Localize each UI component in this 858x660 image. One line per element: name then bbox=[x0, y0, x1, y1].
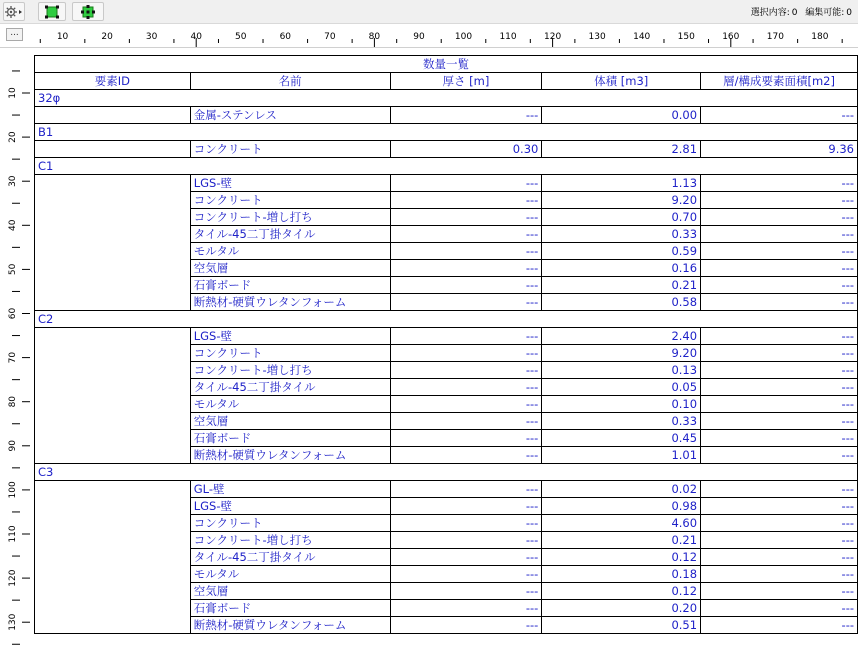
ruler-label: 70 bbox=[8, 351, 18, 364]
group-id[interactable]: 32φ bbox=[35, 90, 858, 107]
area-cell[interactable]: --- bbox=[701, 583, 858, 600]
gear-icon bbox=[4, 5, 24, 19]
table-row[interactable] bbox=[35, 243, 858, 260]
ruler-label: 70 bbox=[324, 32, 336, 42]
quantity-schedule-table bbox=[34, 55, 858, 634]
volume-cell[interactable]: 0.70 bbox=[542, 209, 701, 226]
material-name-cell[interactable]: コンクリート bbox=[190, 192, 390, 209]
volume-cell[interactable]: 9.20 bbox=[542, 345, 701, 362]
ruler-label: 60 bbox=[8, 307, 18, 320]
table-row[interactable] bbox=[35, 209, 858, 226]
ruler-label: 170 bbox=[766, 32, 784, 42]
element-id-cell bbox=[35, 549, 191, 566]
ruler-label: 30 bbox=[145, 32, 158, 42]
ruler-label: 120 bbox=[544, 32, 562, 42]
ruler-label: 110 bbox=[499, 32, 517, 42]
material-name-cell[interactable]: 石膏ボード bbox=[190, 600, 390, 617]
element-id-cell bbox=[35, 498, 191, 515]
material-name-cell[interactable]: コンクリート-増し打ち bbox=[190, 209, 390, 226]
element-id-cell bbox=[35, 379, 191, 396]
material-name-cell[interactable]: LGS-壁 bbox=[190, 175, 390, 192]
table-row[interactable] bbox=[35, 328, 858, 345]
area-cell[interactable]: --- bbox=[701, 192, 858, 209]
element-id-cell bbox=[35, 583, 191, 600]
ruler-label: 50 bbox=[8, 263, 18, 276]
element-id-cell bbox=[35, 566, 191, 583]
ruler-options-button[interactable]: ... bbox=[6, 28, 23, 41]
volume-cell[interactable]: 0.21 bbox=[542, 277, 701, 294]
ruler-label: 20 bbox=[101, 32, 113, 42]
move-element-icon bbox=[80, 5, 96, 19]
element-id-cell bbox=[35, 175, 191, 192]
schedule-title: 数量一覧 bbox=[35, 56, 858, 73]
material-name-cell[interactable]: タイル-45二丁掛タイル bbox=[190, 379, 390, 396]
thickness-cell[interactable]: --- bbox=[390, 396, 542, 413]
volume-cell[interactable]: 0.33 bbox=[542, 226, 701, 243]
table-row[interactable] bbox=[35, 345, 858, 362]
ruler-label: 110 bbox=[8, 525, 18, 543]
area-cell[interactable]: --- bbox=[701, 328, 858, 345]
area-cell[interactable]: --- bbox=[701, 107, 858, 124]
group-header-row bbox=[35, 90, 858, 107]
ruler-label: 120 bbox=[8, 569, 18, 587]
area-cell[interactable]: --- bbox=[701, 396, 858, 413]
area-cell[interactable]: --- bbox=[701, 175, 858, 192]
element-id-cell bbox=[35, 243, 191, 260]
area-cell[interactable]: --- bbox=[701, 481, 858, 498]
element-id-cell bbox=[35, 209, 191, 226]
element-id-cell bbox=[35, 192, 191, 209]
area-cell[interactable]: --- bbox=[701, 209, 858, 226]
thickness-cell[interactable]: --- bbox=[390, 294, 542, 311]
volume-cell[interactable]: 0.98 bbox=[542, 498, 701, 515]
table-row[interactable] bbox=[35, 396, 858, 413]
ruler-label: 80 bbox=[368, 32, 381, 42]
material-name-cell[interactable]: LGS-壁 bbox=[190, 328, 390, 345]
element-id-cell bbox=[35, 226, 191, 243]
group-header-row bbox=[35, 124, 858, 141]
ruler-label: 50 bbox=[235, 32, 247, 42]
area-cell[interactable]: --- bbox=[701, 532, 858, 549]
area-cell[interactable]: --- bbox=[701, 498, 858, 515]
material-name-cell[interactable]: LGS-壁 bbox=[190, 498, 390, 515]
ruler-label: 180 bbox=[811, 32, 829, 42]
volume-cell[interactable]: 0.21 bbox=[542, 532, 701, 549]
thickness-cell[interactable]: --- bbox=[390, 345, 542, 362]
table-row[interactable] bbox=[35, 192, 858, 209]
column-header-row bbox=[35, 73, 858, 90]
thickness-cell[interactable]: --- bbox=[390, 260, 542, 277]
table-row[interactable] bbox=[35, 430, 858, 447]
thickness-cell[interactable]: --- bbox=[390, 379, 542, 396]
area-cell[interactable]: --- bbox=[701, 243, 858, 260]
thickness-cell[interactable]: --- bbox=[390, 515, 542, 532]
table-row[interactable] bbox=[35, 175, 858, 192]
element-id-cell bbox=[35, 141, 191, 158]
selected-count-value: 0 bbox=[791, 8, 798, 18]
volume-cell[interactable]: 0.58 bbox=[542, 294, 701, 311]
thickness-cell[interactable]: --- bbox=[390, 328, 542, 345]
thickness-cell[interactable]: --- bbox=[390, 362, 542, 379]
volume-cell[interactable]: 0.20 bbox=[542, 600, 701, 617]
volume-cell[interactable]: 1.01 bbox=[542, 447, 701, 464]
table-row[interactable] bbox=[35, 294, 858, 311]
thickness-cell[interactable]: --- bbox=[390, 566, 542, 583]
settings-dropdown-button[interactable] bbox=[3, 2, 25, 21]
ruler-label: 150 bbox=[677, 32, 695, 42]
editable-count-value: 0 bbox=[846, 8, 852, 18]
volume-cell[interactable]: 4.60 bbox=[542, 515, 701, 532]
element-id-cell bbox=[35, 294, 191, 311]
area-cell[interactable]: --- bbox=[701, 549, 858, 566]
ruler-label: 90 bbox=[8, 440, 18, 452]
selected-count-label: 選択内容: bbox=[750, 8, 790, 18]
area-cell[interactable]: --- bbox=[701, 413, 858, 430]
area-cell[interactable]: --- bbox=[701, 379, 858, 396]
element-id-cell bbox=[35, 328, 191, 345]
volume-cell[interactable]: 0.51 bbox=[542, 617, 701, 634]
table-row[interactable] bbox=[35, 549, 858, 566]
ruler-label: 60 bbox=[279, 32, 292, 42]
thickness-cell[interactable]: --- bbox=[390, 192, 542, 209]
element-id-cell bbox=[35, 532, 191, 549]
ruler-label: 30 bbox=[8, 175, 18, 187]
area-cell[interactable]: --- bbox=[701, 430, 858, 447]
element-id-cell bbox=[35, 362, 191, 379]
thickness-cell[interactable]: 0.30 bbox=[390, 141, 542, 158]
table-row[interactable] bbox=[35, 566, 858, 583]
table-row[interactable] bbox=[35, 362, 858, 379]
table-row[interactable] bbox=[35, 413, 858, 430]
table-row[interactable] bbox=[35, 447, 858, 464]
ruler-label: 40 bbox=[190, 32, 202, 42]
thickness-cell[interactable]: --- bbox=[390, 532, 542, 549]
material-name-cell[interactable]: コンクリート-増し打ち bbox=[190, 532, 390, 549]
element-id-cell bbox=[35, 481, 191, 498]
thickness-cell[interactable]: --- bbox=[390, 277, 542, 294]
material-name-cell[interactable]: コンクリート bbox=[190, 345, 390, 362]
table-row[interactable] bbox=[35, 583, 858, 600]
area-cell[interactable]: --- bbox=[701, 600, 858, 617]
table-row[interactable] bbox=[35, 498, 858, 515]
ruler-label: 10 bbox=[56, 32, 69, 42]
element-id-cell bbox=[35, 396, 191, 413]
thickness-cell[interactable]: --- bbox=[390, 498, 542, 515]
thickness-cell[interactable]: --- bbox=[390, 481, 542, 498]
table-row[interactable] bbox=[35, 379, 858, 396]
volume-cell[interactable]: 2.81 bbox=[542, 141, 701, 158]
thickness-cell[interactable]: --- bbox=[390, 175, 542, 192]
ruler-label: 140 bbox=[633, 32, 651, 42]
volume-cell[interactable]: 1.13 bbox=[542, 175, 701, 192]
thickness-cell[interactable]: --- bbox=[390, 617, 542, 634]
element-id-cell bbox=[35, 515, 191, 532]
volume-cell[interactable]: 0.12 bbox=[542, 549, 701, 566]
area-cell[interactable]: --- bbox=[701, 294, 858, 311]
move-element-button[interactable] bbox=[72, 2, 104, 21]
area-cell[interactable]: --- bbox=[701, 226, 858, 243]
volume-cell[interactable]: 0.12 bbox=[542, 583, 701, 600]
volume-cell[interactable]: 0.45 bbox=[542, 430, 701, 447]
material-name-cell[interactable]: 断熱材-硬質ウレタンフォーム bbox=[190, 294, 390, 311]
group-header-row bbox=[35, 464, 858, 481]
area-cell[interactable]: --- bbox=[701, 617, 858, 634]
thickness-cell[interactable]: --- bbox=[390, 600, 542, 617]
column-header-element-id[interactable]: 要素ID bbox=[35, 73, 191, 90]
area-cell[interactable]: --- bbox=[701, 566, 858, 583]
column-header-volume[interactable]: 体積 [m3] bbox=[542, 73, 701, 90]
area-cell[interactable]: --- bbox=[701, 345, 858, 362]
table-row[interactable] bbox=[35, 532, 858, 549]
area-cell[interactable]: --- bbox=[701, 447, 858, 464]
volume-cell[interactable]: 0.33 bbox=[542, 413, 701, 430]
material-name-cell[interactable]: 空気層 bbox=[190, 583, 390, 600]
material-name-cell[interactable]: 石膏ボード bbox=[190, 277, 390, 294]
element-id-cell bbox=[35, 600, 191, 617]
ruler-label: 130 bbox=[8, 613, 18, 631]
ruler-label: 100 bbox=[454, 32, 473, 42]
thickness-cell[interactable]: --- bbox=[390, 209, 542, 226]
group-id[interactable]: C1 bbox=[35, 158, 858, 175]
ruler-label: 10 bbox=[8, 87, 18, 99]
material-name-cell[interactable]: 空気層 bbox=[190, 260, 390, 277]
table-row[interactable] bbox=[35, 600, 858, 617]
table-row[interactable] bbox=[35, 226, 858, 243]
element-id-cell bbox=[35, 447, 191, 464]
select-element-icon bbox=[44, 5, 60, 19]
ruler-label: 20 bbox=[8, 131, 18, 143]
ruler-label: 40 bbox=[8, 219, 18, 232]
material-name-cell[interactable]: コンクリート bbox=[190, 141, 390, 158]
material-name-cell[interactable]: タイル-45二丁掛タイル bbox=[190, 226, 390, 243]
group-id[interactable]: C2 bbox=[35, 311, 858, 328]
element-id-cell bbox=[35, 345, 191, 362]
toolbar bbox=[0, 0, 858, 24]
ruler-label: 90 bbox=[413, 32, 425, 42]
material-name-cell[interactable]: 断熱材-硬質ウレタンフォーム bbox=[190, 447, 390, 464]
material-name-cell[interactable]: タイル-45二丁掛タイル bbox=[190, 549, 390, 566]
area-cell[interactable]: 9.36 bbox=[701, 141, 858, 158]
volume-cell[interactable]: 0.18 bbox=[542, 566, 701, 583]
table-row[interactable] bbox=[35, 141, 858, 158]
column-header-area[interactable]: 層/構成要素面積[m2] bbox=[701, 73, 858, 90]
thickness-cell[interactable]: --- bbox=[390, 430, 542, 447]
thickness-cell[interactable]: --- bbox=[390, 413, 542, 430]
table-row[interactable] bbox=[35, 617, 858, 634]
element-id-cell bbox=[35, 277, 191, 294]
material-name-cell[interactable]: コンクリート-増し打ち bbox=[190, 362, 390, 379]
table-row[interactable] bbox=[35, 260, 858, 277]
material-name-cell[interactable]: モルタル bbox=[190, 243, 390, 260]
ruler-label: 100 bbox=[8, 481, 18, 499]
thickness-cell[interactable]: --- bbox=[390, 447, 542, 464]
table-row[interactable] bbox=[35, 107, 858, 124]
table-row[interactable] bbox=[35, 481, 858, 498]
group-id[interactable]: C3 bbox=[35, 464, 858, 481]
volume-cell[interactable]: 2.40 bbox=[542, 328, 701, 345]
group-id[interactable]: B1 bbox=[35, 124, 858, 141]
volume-cell[interactable]: 0.13 bbox=[542, 362, 701, 379]
material-name-cell[interactable]: モルタル bbox=[190, 396, 390, 413]
group-header-row bbox=[35, 311, 858, 328]
select-element-button[interactable] bbox=[38, 2, 66, 21]
volume-cell[interactable]: 0.16 bbox=[542, 260, 701, 277]
area-cell[interactable]: --- bbox=[701, 362, 858, 379]
volume-cell[interactable]: 0.59 bbox=[542, 243, 701, 260]
area-cell[interactable]: --- bbox=[701, 277, 858, 294]
ruler-label: 130 bbox=[588, 32, 606, 42]
table-row[interactable] bbox=[35, 277, 858, 294]
volume-cell[interactable]: 0.10 bbox=[542, 396, 701, 413]
thickness-cell[interactable]: --- bbox=[390, 107, 542, 124]
material-name-cell[interactable]: 空気層 bbox=[190, 413, 390, 430]
thickness-cell[interactable]: --- bbox=[390, 549, 542, 566]
element-id-cell bbox=[35, 413, 191, 430]
thickness-cell[interactable]: --- bbox=[390, 226, 542, 243]
material-name-cell[interactable]: 断熱材-硬質ウレタンフォーム bbox=[190, 617, 390, 634]
volume-cell[interactable]: 0.00 bbox=[542, 107, 701, 124]
material-name-cell[interactable]: GL-壁 bbox=[190, 481, 390, 498]
material-name-cell[interactable]: 金属-ステンレス bbox=[190, 107, 390, 124]
area-cell[interactable]: --- bbox=[701, 260, 858, 277]
group-header-row bbox=[35, 158, 858, 175]
material-name-cell[interactable]: モルタル bbox=[190, 566, 390, 583]
editable-count-label: 編集可能: bbox=[805, 8, 845, 18]
column-header-thickness[interactable]: 厚さ [m] bbox=[390, 73, 542, 90]
volume-cell[interactable]: 9.20 bbox=[542, 192, 701, 209]
element-id-cell bbox=[35, 617, 191, 634]
horizontal-ruler bbox=[0, 26, 858, 48]
thickness-cell[interactable]: --- bbox=[390, 243, 542, 260]
material-name-cell[interactable]: 石膏ボード bbox=[190, 430, 390, 447]
element-id-cell bbox=[35, 260, 191, 277]
selection-status bbox=[749, 5, 852, 18]
ruler-label: 80 bbox=[8, 395, 18, 408]
volume-cell[interactable]: 0.02 bbox=[542, 481, 701, 498]
element-id-cell bbox=[35, 107, 191, 124]
material-name-cell[interactable]: コンクリート bbox=[190, 515, 390, 532]
element-id-cell bbox=[35, 430, 191, 447]
vertical-ruler bbox=[0, 48, 34, 660]
thickness-cell[interactable]: --- bbox=[390, 583, 542, 600]
column-header-name[interactable]: 名前 bbox=[190, 73, 390, 90]
table-row[interactable] bbox=[35, 515, 858, 532]
volume-cell[interactable]: 0.05 bbox=[542, 379, 701, 396]
schedule-title-row bbox=[35, 56, 858, 73]
ruler-label: 160 bbox=[722, 32, 740, 42]
area-cell[interactable]: --- bbox=[701, 515, 858, 532]
